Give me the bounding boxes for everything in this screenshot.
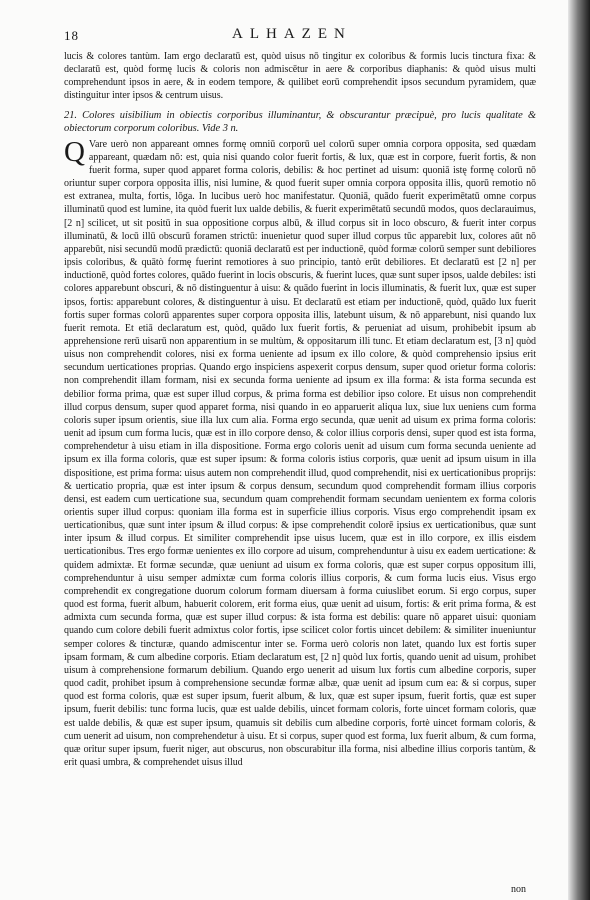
text-block [64,50,536,769]
page-edge-shadow [568,0,590,900]
catchword: non [511,884,526,895]
drop-cap: Q [64,135,85,168]
page-header [64,26,534,46]
running-head: ALHAZEN [232,26,352,42]
page-number: 18 [64,28,79,43]
body-paragraph [64,135,536,770]
intro-paragraph: lucis & colores tantùm. Iam ergo declaratū est, quòd uisus nō tingitur ex coloribus & formis lucis tinctura fixa: & declaratū est, quòd formę lucis & coloris non admiscētur in aere & corporibus diaphanis: & quòd uisus multi comprehendunt ipsos in aere, & in eodem tempore, & quilibet eorū comprehendit ipsos secundum pyramidem, quæ distinguitur inter ipsos & centrum uisus. [64,51,536,102]
section-heading: 21. Colores uisibilium in obiectis corporibus illuminantur, & obscurantur præcipuè, pro lucis qualitate & obiectorum corporum coloribus. Vide 3 n. [64,109,536,134]
body-text: Vare uerò non appareant omnes formę omniū corporū uel colorū super omnia corpora opposita, sed quædam appareant, quædam nō: est, quia nisi quando color fuerit fortis, & lux, quæ est in corpore, fuerit fortis, & non fuerit forma, super quod apparet forma coloris, debilis: & hoc pertinet ad uisum: quoniā istę formę colorū nō oriuntur super corpora opposita illis, nisi lumine, & quod fuerit super omnia corpora opposita illis, quorū remotio nō est extranea, multa, fortis, lōga. In lucibus uerò hoc manifestatur. Quoniā, quādo fuerit experimētatū omne corpus illuminatū quod est lumine, ita quòd fuerit lux ualde debilis, & fuerit experimētatū secundū modos, quos declarauimus, [2 n] scilicet, ut sit positū in sua oppositione corpus albū, & illud corpus sit in loco obscuro, & fuerit inter corpus illuminatū, & locū illū obscurū foramen strictū: inuenietur quod super illud corpus tūc apparebit lux, colores aūt nō apparebūt, nisi secundū modū prædictū: quoniā declaratū est per inductionē, quòd formæ colorū semper sunt debiliores ipsis coloribus, & quātò formę fuerint remotiores à suo principio, tantò erūt debiliores. Et declaratū est [2 n] per inductionē, quòd fortes colores, quādo fuerint in locis obscuris, & fuerint luces, quæ sunt super ipsos, ualde debiles: isti colores apparebunt obscuri, & nō distinguentur à uisu: & quādo fuerint in locis illuminatis, & fuerit lux, quæ est super ipsos, fortis: apparebunt colores, & distinguentur à uisu. Et declaratū est etiam per inductionē, quòd, quādo lux fuerit fortis super formas colorū apparentes super corpora opposita illis, latebunt uisum, & nō apparebunt, nisi quando lux fuerit remota. Et etiā declaratum est, quòd, quādo lux fuerit fortis, & perueniat ad uisum, prohibebit ipsum ab apprehensione rerū uisarū non apparentium in se multùm, & oppositarum illi tunc. Et etiam declaratum est, [3 n] quòd uisus non comprehendit colores, nisi ex forma ueniente ad ipsum ex illo colore, & quòd comprehensio ipsius erit secundum uerticationes proprias. Quando ergo inspiciens aspexerit corpus densum, super quod orietur forma coloris: non comprehendit illam formam, nisi ex secunda forma ueniente ad ipsum ex illa forma: & ista forma secunda est debilior forma prima, quæ est super illud corpus, & prima forma est debilior ipso colore. Et uisus non comprehendit illud corpus densum, super quod apparet forma, nisi quando in eo apparuerit aliqua lux, siue lux ueniens cum forma coloris super ipsum orientis, siue illa lux cum alia. Forma ergo secunda, quæ uenit ad uisum ex prima forma coloris: uenit ad ipsum cum forma lucis, quæ est in illo corpore denso, & color illius corporis densi, super quod est ista forma, comprehendetur à uisu etiam in illa dispositione. Forma ergo coloris uenit ad uisum cum forma secunda ueniente ad ipsum ex illa forma coloris, quæ est super ipsum: & forma coloris istius corporis, quæ uenit ad ipsum uisum in illa dispositione, est prima forma: uisus autem non comprehendit illud, quod comprehendit, nisi ex uerticationibus proprijs: & uerticatio propria, quæ est inter ipsum & corpus densum, secundum quod comprehendit formam illius corporis densi, est eadem cum uerticatione sua, secundum quam comprehendit formam secundam uenientem ex forma coloris orientis super illud corpus: quoniam illa forma est in superficie illius corporis. Visus ergo comprehendit ipsam ex uerticationibus, quæ sunt inter ipsum & illud corpus: & ipse comprehendit colorē ipsius ex uerticationibus, quæ sunt inter ipsum & illud corpus. Et similiter comprehendit ipse uisus lucem, quæ est in illo corpore, ex illis eisdem uerticationibus. Tres ergo formæ uenientes ex illo corpore ad uisum, comprehenduntur à uisu ex eadem uerticatione: & quidem admixtæ. Et formæ secundæ, quæ ueniunt ad uisum ex forma coloris, quæ est super corpus oppositum illi, comprehenduntur à uisu semper admixtæ cum forma coloris illius corporis, & cum forma lucis eius. Visus ergo comprehendit ex congregatione duorum colorum formam diuersam à forma cuiuslibet eorum. Si ergo corpus, super quod est forma, fuerit album, habuerit colorem, erit forma eius, quæ uenit ad uisum, fortis: & erit prima forma, & est admixta cum secunda forma, quæ est super illud corpus: & ista forma est debilis: quare nō apparet uisui: quoniam quando cum colore debili fuerit admixtus color fortis, ipse scilicet color fortis uincet debilem: & similiter inueniuntur semper colores & tincturæ, quando admiscentur inter se. Forma uerò coloris non latet, quando lux est fortis super ipsam formam, & cum albedine corporis. Etiam declaratum est, [2 n] quòd lux fortis, quando uenit ad uisum, prohibet uisum à comprehensione formarum debilium. Quando ergo uenerit ad uisum lux fortis cum albedine corporis, super quod cadit, prohibet ipsum à comprehensione secundæ formæ albæ, quæ uenit ad ipsum cum ea: & si corpus, super quod est forma coloris, quæ est super ipsum, fuerit album, & lux, quæ est super ipsum, fuerit fortis, quæ est super ipsum, fuerit debilis: tunc forma lucis, quæ est ualde debilis, uincet formam coloris, forte uincet formam coloris, quæ est ualde debilis, & quæ est super ipsum, quamuis sit debilis cum albedine corporis, fortè uincet formam coloris, & cum uenerit ad uisum, non comprehendetur à uisu. Et si corpus, super quod est forma, lux fuerit album, & cum forma, quæ oritur super ipsum, fuerit niger, aut obscurus, non obscurabitur illa forma, nisi albedine illius corporis tantùm, & erit quasi umbra, & comprehendet uisus illud [64,138,536,768]
